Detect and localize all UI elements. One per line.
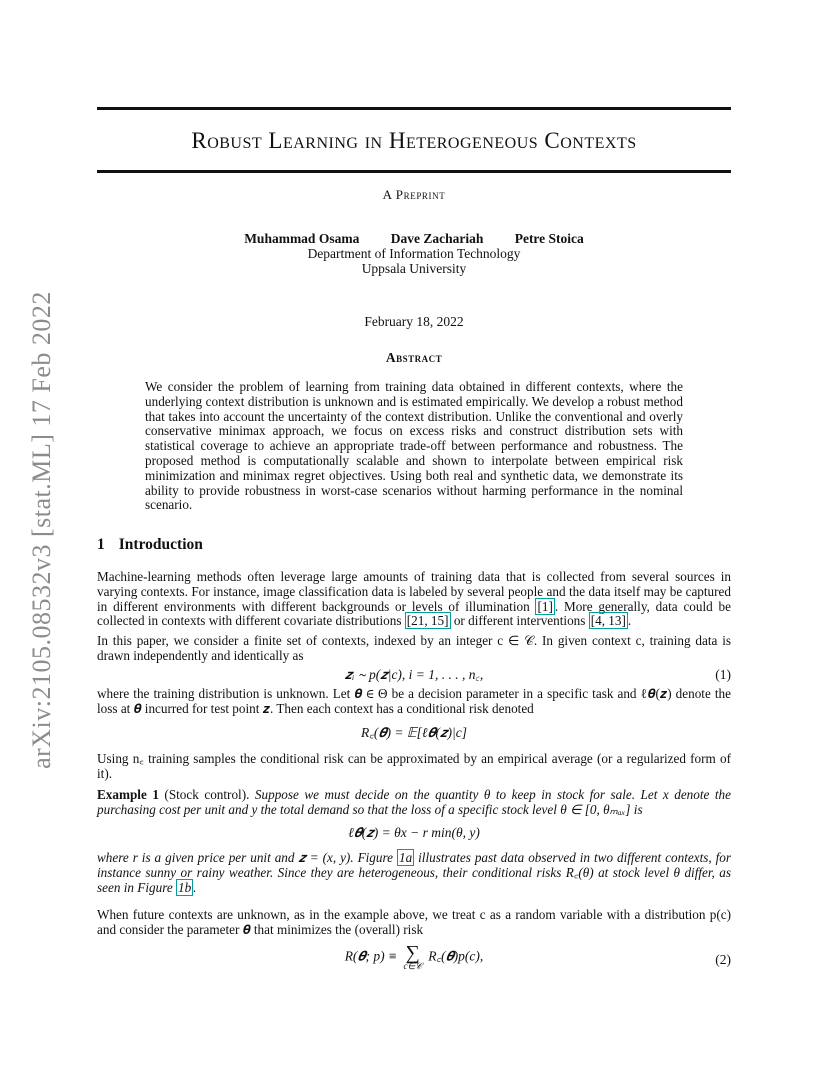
equation-conditional-risk: R꜀(𝜽) = 𝔼[ℓ𝜽(𝒛)|c] <box>361 725 467 740</box>
summation: ∑ c∈𝒞 <box>403 942 422 971</box>
section-number: 1 <box>97 536 105 553</box>
abstract-heading: Abstract <box>385 350 443 365</box>
paragraph-contexts: In this paper, we consider a finite set of contexts, indexed by an integer c ∈ 𝒞. In given context c, training data is drawn independently and identically as <box>97 633 731 663</box>
paragraph-example-continued: where r is a given price per unit and 𝒛 = (x, y). Figure 1a illustrates past data observed in two different contexts, for instance sunny or rainy weather. Since they are heterogeneous, their conditional risks R꜀(θ) at stock level θ differ, as seen in Figure 1b . <box>97 850 732 895</box>
citation-link[interactable]: [21, 15] <box>406 613 449 629</box>
university: Uppsala University <box>361 261 467 276</box>
equation-1 <box>97 667 731 683</box>
equation-number: (1) <box>715 667 731 682</box>
department: Department of Information Technology <box>307 246 521 261</box>
paragraph-unknown-contexts: When future contexts are unknown, as in the example above, we treat c as a random variable with a distribution p(c) and consider the parameter 𝜽 that minimizes the (overall) risk <box>97 907 731 937</box>
paragraph-empirical: Using n꜀ training samples the conditional risk can be approximated by an empirical average (or a regularized form of it). <box>97 751 731 781</box>
author-name: Petre Stoica <box>514 231 584 246</box>
equation-body: 𝒛ᵢ ∼ p(𝒛|c), i = 1, . . . , n꜀, <box>344 667 484 682</box>
top-rule <box>97 107 731 110</box>
author-list <box>97 231 731 247</box>
paper-date: February 18, 2022 <box>364 314 464 329</box>
example-1: Example 1 (Stock control). Suppose we must decide on the quantity θ to keep in stock for sale. Let x denote the purchasing cost per unit and y the total demand so that the loss of a specific stock level θ ∈ [0, θₘₐₓ] is <box>97 787 731 817</box>
author-name: Muhammad Osama <box>244 231 360 246</box>
citation-link[interactable]: [1] <box>537 598 553 614</box>
paragraph-intro: Machine-learning methods often leverage large amounts of training data that is collected from several sources in varying contexts. For instance, image classification data is labeled by several people and the data itself may be captured in different environments with different backgrounds or levels of illumination [1] . More generally, data could be collected in contexts with different covariate distributions [21, 15] or different interventions [4, 13] . <box>97 569 731 629</box>
equation-number: (2) <box>715 952 731 967</box>
paper-title: Robust Learning in Heterogeneous Contexts <box>191 128 637 153</box>
figure-link[interactable]: 1b <box>177 879 192 895</box>
paragraph-loss: where the training distribution is unknown. Let 𝜽 ∈ Θ be a decision parameter in a specific task and ℓ𝜽(𝒛) denote the loss at 𝜽 incurred for test point 𝒛. Then each context has a conditional risk denoted <box>97 686 731 716</box>
citation-link[interactable]: [4, 13] <box>590 613 626 629</box>
equation-2: R(𝜽; p) ≡ ∑ c∈𝒞 R꜀(𝜽)p(c), (2) <box>344 942 731 971</box>
author-name: Dave Zachariah <box>390 231 484 246</box>
figure-link[interactable]: 1a <box>398 850 413 865</box>
preprint-label: A Preprint <box>382 187 446 202</box>
section-heading <box>97 536 203 554</box>
title-bottom-rule <box>97 170 731 173</box>
equation-loss: ℓ𝜽(𝒛) = θx − r min(θ, y) <box>348 825 480 840</box>
section-title: Introduction <box>118 536 203 553</box>
example-label: Example 1 <box>97 787 159 802</box>
abstract-text: We consider the problem of learning from training data obtained in different contexts, where the underlying context distribution is unknown and is estimated empirically. We develop a robust method that takes into account the uncertainty of the context distribution. Unlike the conventional and overly conservative minimax approach, we focus on excess risks and construct distribution sets with statistical coverage to achieve an appropriate trade-off between performance and robustness. The proposed method is computationally scalable and shown to interpolate between empirical risk minimization and minimax regret objectives. Using both real and synthetic data, we demonstrate its ability to provide robustness in worst-case scenarios without harming performance in the nominal scenario. <box>145 379 683 513</box>
